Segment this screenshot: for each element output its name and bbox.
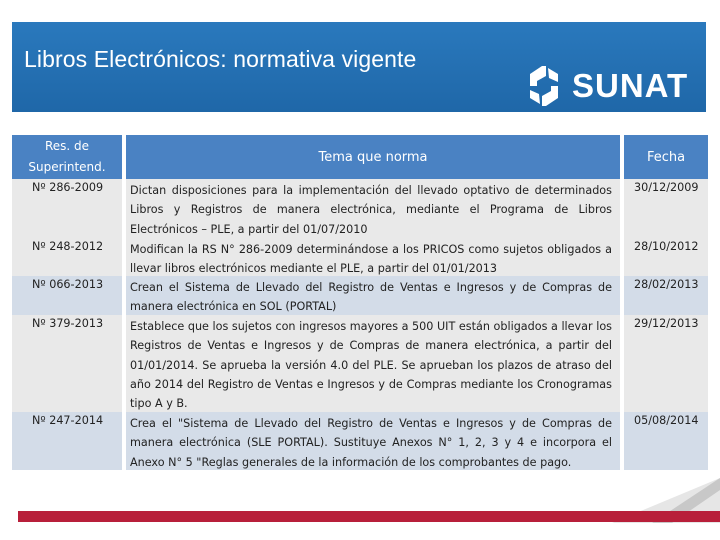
table-row (12, 412, 708, 470)
cell-res: Nº 247-2014 (12, 412, 122, 470)
cell-tema: Dictan disposiciones para la implementación del llevado optativo de determinados Libros y Registros de manera electrónica, mediante el Programa de Libros Electrónicos – PLE, a partir del 01/07/2010 (126, 179, 620, 238)
cell-fecha: 28/10/2012 (624, 238, 708, 276)
cell-tema: Modifican la RS N° 286-2009 determinándose a los PRICOS como sujetos obligados a llevar libros electrónicos mediante el PLE, a partir del 01/01/2013 (126, 238, 620, 276)
logo-text: SUNAT (572, 67, 689, 104)
table-row (12, 276, 708, 315)
cell-fecha: 05/08/2014 (624, 412, 708, 470)
cell-fecha: 28/02/2013 (624, 276, 708, 315)
cell-res: Nº 066-2013 (12, 276, 122, 315)
cell-res: Nº 379-2013 (12, 315, 122, 412)
page-title: Libros Electrónicos: normativa vigente (24, 46, 417, 72)
table-row (12, 238, 708, 276)
cell-tema: Crea el "Sistema de Llevado del Registro de Ventas e Ingresos y de Compras de manera electrónica (SLE PORTAL). Sustituye Anexos N° 1, 2, 3 y 4 e incorpora el Anexo N° 5 "Reglas generales de la información de los comprobantes de pago. (126, 412, 620, 470)
column-header-tema: Tema que norma (126, 135, 620, 179)
cell-tema: Crean el Sistema de Llevado del Registro de Ventas e Ingresos y de Compras de manera electrónica en SOL (PORTAL) (126, 276, 620, 315)
regulations-table (12, 135, 708, 470)
cell-tema: Establece que los sujetos con ingresos mayores a 500 UIT están obligados a llevar los Registros de Ventas e Ingresos y de Compras de manera electrónica, a partir del 01/01/2014. Se aprueba la versión 4.0 del PLE. Se aprueban los plazos de atraso del año 2014 del Registro de Ventas e Ingresos y de Compras mediante los Cronogramas tipo A y B. (126, 315, 620, 412)
cell-fecha: 29/12/2013 (624, 315, 708, 412)
table-row (12, 179, 708, 238)
sunat-emblem-icon (522, 64, 566, 108)
sunat-logo (522, 62, 700, 110)
cell-res: Nº 248-2012 (12, 238, 122, 276)
column-header-res: Res. de Superintend. (12, 135, 122, 179)
column-header-fecha: Fecha (624, 135, 708, 179)
slide-header (12, 22, 706, 112)
table-row (12, 315, 708, 412)
cell-fecha: 30/12/2009 (624, 179, 708, 238)
bottom-accent-bar (18, 511, 720, 522)
table-header (12, 135, 708, 179)
cell-res: Nº 286-2009 (12, 179, 122, 238)
